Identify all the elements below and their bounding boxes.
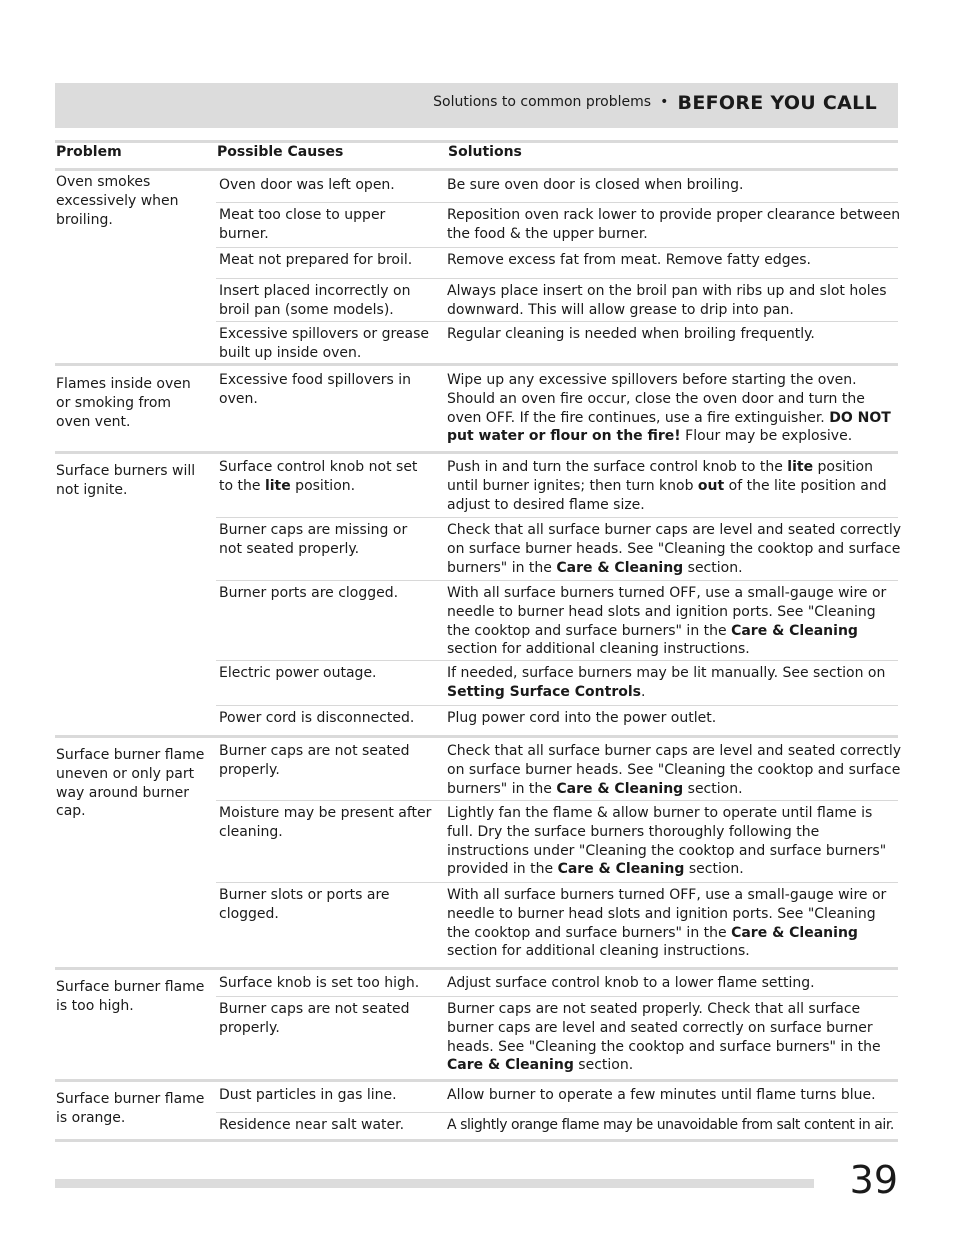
cause-text: Burner caps are missing or not seated properly. [219, 522, 408, 557]
solution-fragment: With all surface burners turned OFF, use a small-gauge wire or needle to burner head slots and ignition ports. See "Cleaning the cooktop and surface burners" in the [447, 887, 887, 941]
cause-text: Burner slots or ports are clogged. [219, 887, 390, 922]
table-row [216, 171, 898, 202]
solution-fragment: section for additional cleaning instructions. [447, 641, 750, 658]
solution-text [447, 664, 902, 702]
solution-text [447, 371, 902, 446]
solution-fragment: out [697, 477, 725, 494]
table-row [216, 453, 898, 517]
solution-fragment: . [641, 683, 646, 700]
column-header-problem: Problem [56, 144, 122, 160]
cause-fragment: position. [290, 477, 356, 494]
footer-bar [55, 1179, 814, 1188]
solution-fragment: Wipe up any excessive spillovers before starting the oven. Should an oven fire occur, close the oven door and turn the oven OFF. If the fire continues, use a fire extinguisher. [447, 372, 865, 426]
solution-fragment: Care & Cleaning [557, 861, 685, 878]
solution-text [447, 206, 902, 244]
solution-fragment: section for additional cleaning instructions. [447, 943, 750, 960]
cause-text: Burner caps are not seated properly. [219, 1001, 410, 1036]
table-row [216, 1112, 898, 1139]
table-row [216, 278, 898, 321]
solution-text [447, 1000, 902, 1075]
problem-group [55, 1081, 898, 1139]
solution-fragment: Plug power cord into the power outlet. [447, 710, 717, 726]
problem-group [55, 453, 902, 735]
solution-text [447, 804, 902, 879]
row-separator [216, 278, 898, 279]
solution-fragment: With all surface burners turned OFF, use a small-gauge wire or needle to burner head slots and ignition ports. See "Cleaning the cooktop and surface burners" in the [447, 585, 887, 639]
solution-fragment: Check that all surface burner caps are level and seated correctly on surface burner heads. See "Cleaning the cooktop and surface burners" in the [447, 743, 902, 797]
table-row [216, 882, 898, 967]
solution-text [447, 282, 902, 320]
row-separator [216, 247, 898, 248]
column-header-causes: Possible Causes [217, 144, 344, 160]
header-bullet: • [660, 94, 669, 110]
table-row [216, 580, 898, 660]
header-title: BEFORE YOU CALL [677, 92, 877, 114]
problem-text: Surface burners will not ignite. [56, 463, 196, 498]
cause-text: Oven door was left open. [219, 177, 395, 193]
problem-group [55, 366, 898, 451]
cause-text: Excessive food spillovers in oven. [219, 372, 411, 407]
cause-text: Insert placed incorrectly on broil pan (some models). [219, 283, 411, 318]
solution-text [447, 458, 902, 514]
row-separator [216, 517, 898, 518]
group-bottom-rule [55, 1139, 898, 1142]
table-row [216, 705, 898, 735]
cause-text: Meat too close to upper burner. [219, 207, 386, 242]
table-row [216, 996, 898, 1079]
cause-text: Meat not prepared for broil. [219, 252, 413, 268]
solution-fragment: If needed, surface burners may be lit manually. See section on [447, 665, 886, 681]
problem-text: Surface burner flame is too high. [56, 979, 205, 1014]
table-row [216, 800, 898, 882]
solution-fragment: Always place insert on the broil pan with ribs up and slot holes downward. This will allow grease to drip into pan. [447, 283, 887, 318]
solution-fragment: of the lite position and adjust to desired flame size. [447, 477, 887, 513]
solution-fragment: Check that all surface burner caps are level and seated correctly on surface burner heads. See "Cleaning the cooktop and surface burners" in the [447, 522, 902, 576]
cause-text: Power cord is disconnected. [219, 710, 415, 726]
solution-fragment: A slightly orange flame may be unavoidable from salt content in air. [447, 1117, 894, 1133]
solution-fragment: section. [683, 780, 743, 797]
solution-fragment: section. [573, 1057, 634, 1074]
table-row [216, 1081, 898, 1112]
solution-fragment: Flour may be explosive. [680, 428, 853, 445]
row-separator [216, 882, 898, 883]
solution-text [447, 521, 902, 577]
problem-text: Flames inside oven or smoking from oven vent. [56, 376, 191, 430]
solution-fragment: Care & Cleaning [556, 780, 684, 797]
table-row [216, 247, 898, 278]
table-row [216, 517, 902, 580]
cause-fragment: Surface control knob not set to the [219, 459, 418, 494]
solution-text [447, 325, 902, 344]
row-separator [216, 1112, 898, 1113]
row-separator [216, 660, 898, 661]
row-separator [216, 705, 898, 706]
solution-text [447, 1116, 907, 1135]
row-separator [216, 321, 898, 322]
table-row [216, 321, 898, 363]
solution-text [447, 886, 902, 961]
problem-text: Surface burner flame is orange. [56, 1091, 205, 1126]
row-separator [216, 996, 898, 997]
solution-text [447, 1086, 902, 1105]
solution-text [447, 176, 902, 195]
problem-group [55, 737, 902, 967]
solution-fragment: Burner caps are not seated properly. Check that all surface burner caps are level and seated correctly on surface burner heads. See "Cleaning the cooktop and surface burners" in the [447, 1001, 881, 1055]
solution-fragment: Be sure oven door is closed when broiling. [447, 177, 744, 193]
cause-fragment: lite [264, 477, 291, 494]
problem-group [55, 969, 898, 1079]
cause-text: Excessive spillovers or grease built up inside oven. [219, 326, 430, 361]
solution-fragment: Remove excess fat from meat. Remove fatty edges. [447, 252, 811, 268]
cause-text: Burner caps are not seated properly. [219, 743, 410, 778]
table-row [216, 660, 898, 705]
solution-fragment: DO NOT put water or flour on the fire! [447, 409, 891, 445]
solution-fragment: Setting Surface Controls [447, 683, 641, 700]
table-row [216, 737, 902, 800]
table-top-rule [55, 140, 898, 143]
cause-text [219, 458, 434, 496]
solution-text [447, 974, 902, 993]
solution-fragment: Care & Cleaning [556, 559, 684, 576]
solution-fragment: Reposition oven rack lower to provide proper clearance between the food & the upper burner. [447, 207, 901, 242]
solution-fragment: Care & Cleaning [447, 1057, 574, 1074]
row-separator [216, 800, 898, 801]
solution-text [447, 709, 902, 728]
solution-text [447, 251, 902, 270]
cause-text: Residence near salt water. [219, 1117, 405, 1133]
cause-text: Dust particles in gas line. [219, 1087, 397, 1103]
solution-fragment: Care & Cleaning [731, 924, 858, 941]
solution-fragment: Push in and turn the surface control knob to the [447, 459, 788, 475]
solution-fragment: Regular cleaning is needed when broiling frequently. [447, 326, 815, 342]
column-header-solutions: Solutions [448, 144, 522, 160]
solution-text [447, 584, 902, 659]
cause-text: Moisture may be present after cleaning. [219, 805, 432, 840]
header-band [55, 83, 898, 128]
solution-fragment: Lightly fan the flame & allow burner to operate until flame is full. Dry the surface burners thoroughly following the instructions under "Cleaning the cooktop and surface burners" provided in the [447, 805, 887, 878]
solution-fragment: position until burner ignites; then turn knob [447, 459, 873, 494]
solution-fragment: section. [683, 559, 743, 576]
row-separator [216, 580, 898, 581]
table-row [216, 969, 898, 996]
solution-fragment: lite [787, 459, 814, 475]
table-row [216, 202, 901, 247]
solution-fragment: Care & Cleaning [731, 622, 858, 639]
row-separator [216, 202, 898, 203]
cause-text: Burner ports are clogged. [219, 585, 399, 601]
solution-text [447, 742, 902, 798]
solution-fragment: Allow burner to operate a few minutes until flame turns blue. [447, 1087, 876, 1103]
solution-fragment: Adjust surface control knob to a lower flame setting. [447, 975, 815, 991]
page-number: 39 [849, 1158, 898, 1202]
problem-group [55, 171, 901, 363]
cause-text: Electric power outage. [219, 665, 377, 681]
table-row [216, 366, 898, 451]
header-section-label: Solutions to common problems [433, 94, 652, 110]
problem-text: Surface burner flame uneven or only part way around burner cap. [56, 747, 205, 820]
header-text [433, 92, 877, 114]
cause-text: Surface knob is set too high. [219, 975, 420, 991]
problem-text: Oven smokes excessively when broiling. [56, 174, 179, 228]
solution-fragment: section. [684, 861, 744, 878]
